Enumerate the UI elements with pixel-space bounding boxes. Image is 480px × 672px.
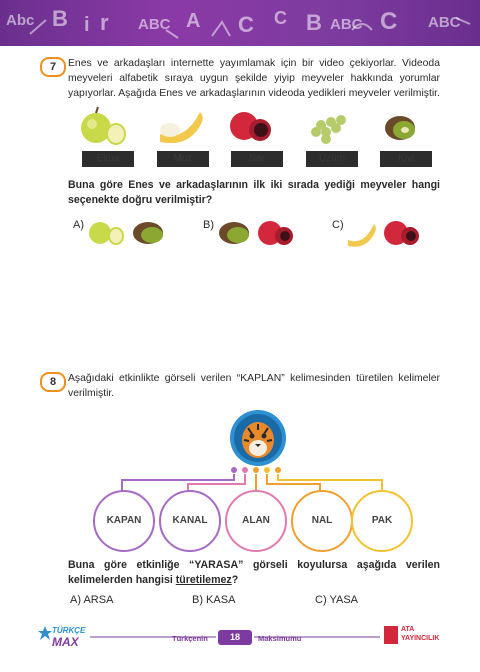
banner-letter: Abc — [6, 12, 35, 29]
footer-right-text: Maksimumu — [258, 634, 302, 643]
option-a-arsa[interactable]: A) ARSA — [70, 594, 114, 606]
page-number: 18 — [218, 630, 252, 645]
kiwi-icon — [385, 116, 415, 140]
question-8-prompt-underlined: türetilemez — [175, 574, 232, 586]
option-a-images — [88, 218, 178, 248]
banner-letter: C — [238, 12, 254, 37]
banner-letter: C — [380, 8, 398, 35]
fruit-label-banana: Muz — [157, 151, 209, 167]
banner-letter: i — [84, 14, 90, 36]
banner-letter: ABC — [138, 16, 171, 33]
apple-icon — [81, 107, 125, 144]
publisher-line1: ATA — [401, 626, 415, 633]
word-circle-kanal: KANAL — [159, 490, 221, 552]
grapes-icon — [311, 115, 346, 144]
footer — [0, 620, 480, 672]
question-7-prompt: Buna göre Enes ve arkadaşlarının ilk iki sırada yediği meyveler hangi seçenekte doğru verilmiştir? — [68, 179, 440, 206]
banner-letter: r — [100, 10, 109, 35]
banner-letter: B — [52, 6, 68, 31]
option-c-label[interactable]: C) — [332, 219, 344, 231]
word-circle-alan: ALAN — [225, 490, 287, 552]
option-b-images — [218, 218, 308, 248]
header-banner — [0, 0, 480, 46]
fruit-label-pomegranate: Nar — [231, 151, 283, 167]
option-a-label[interactable]: A) — [73, 219, 84, 231]
word-circle-kapan: KAPAN — [93, 490, 155, 552]
brand-bottom: MAX — [52, 635, 79, 649]
fruit-label-grapes: Üzüm — [306, 151, 358, 167]
question-8-prompt-end: ? — [231, 574, 239, 586]
question-8-prompt-text: Buna göre etkinliğe “YARASA” görseli koyulursa aşağıda verilen kelimelerden hangisi — [68, 559, 440, 586]
option-c-images — [346, 218, 436, 248]
option-b-kasa[interactable]: B) KASA — [192, 594, 236, 606]
banner-doodles — [0, 0, 480, 46]
word-circle-nal: NAL — [291, 490, 353, 552]
banner-letter: B — [306, 10, 322, 35]
banner-letter: ABC — [428, 14, 461, 31]
question-7-number: 7 — [40, 57, 66, 77]
brand-top: TÜRKÇE — [52, 626, 86, 635]
fruit-label-apple: Elma — [82, 151, 134, 167]
banner-letter: A — [186, 10, 201, 32]
word-circle-pak: PAK — [351, 490, 413, 552]
banana-icon — [160, 112, 203, 143]
pomegranate-icon — [230, 112, 271, 141]
banner-letter: C — [274, 8, 287, 28]
footer-left-text: Türkçenin — [172, 634, 208, 643]
fruit-label-kiwi: Kivi — [380, 151, 432, 167]
tiger-icon — [228, 408, 288, 468]
question-8-number: 8 — [40, 372, 66, 392]
publisher-line2: YAYINCILIK — [401, 635, 440, 642]
question-7-text: Enes ve arkadaşları internette yayımlamak için bir video çekiyorlar. Videoda meyveleri alfabetik sıraya uygun şekilde yiyip meyveler hakkında yorumlar yapıyorlar. Aşağıda Enes ve arkadaşlarının videoda yedikleri meyveler verilmiştir. — [68, 58, 440, 99]
question-8-prompt — [68, 558, 440, 588]
publisher-mark-icon — [384, 626, 398, 644]
option-b-label[interactable]: B) — [203, 219, 214, 231]
publisher-logo — [384, 626, 444, 650]
question-8-text: Aşağıdaki etkinlikte görseli verilen “KAPLAN” kelimesinden türetilen kelimeler verilmiştir. — [68, 373, 440, 399]
option-c-yasa[interactable]: C) YASA — [315, 594, 358, 606]
banner-letter: ABC — [330, 16, 363, 33]
